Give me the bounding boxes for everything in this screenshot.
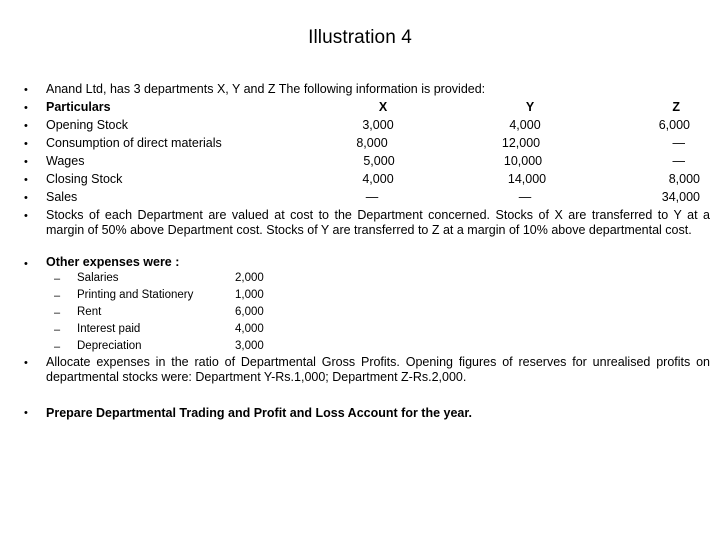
table-cell-x: — <box>365 190 379 204</box>
bullet-glyph: • <box>24 357 28 369</box>
stocks-note: Stocks of each Department are valued at cost to the Department concerned. Stocks of X are transferred to Y at a margin of 50% above Department cost. Stocks of Y are transferred to Z at a margin of 10% above departmental cost. <box>46 208 710 237</box>
dash-glyph: – <box>54 307 61 319</box>
expense-label: Printing and Stationery <box>77 289 194 301</box>
table-header-z: Z <box>672 100 680 114</box>
table-cell-x: 5,000 <box>363 154 395 168</box>
table-cell-z: — <box>672 154 685 168</box>
expense-value: 2,000 <box>235 272 264 284</box>
expense-label: Salaries <box>77 272 119 284</box>
dash-glyph: – <box>54 341 61 353</box>
bullet-glyph: • <box>24 407 28 419</box>
table-cell-z: 34,000 <box>661 190 700 204</box>
table-cell-x: 8,000 <box>356 136 388 150</box>
task-text: Prepare Departmental Trading and Profit and Loss Account for the year. <box>46 406 473 420</box>
bullet-glyph: • <box>24 174 28 186</box>
page-title: Illustration 4 <box>308 27 412 48</box>
other-expenses-heading: Other expenses were : <box>46 255 180 269</box>
bullet-glyph: • <box>24 210 28 222</box>
intro-text: Anand Ltd, has 3 departments X, Y and Z The following information is provided: <box>46 82 486 96</box>
table-row-label: Closing Stock <box>46 172 123 186</box>
table-cell-z: 6,000 <box>658 118 690 132</box>
expense-label: Interest paid <box>77 323 141 335</box>
expense-label: Rent <box>77 306 102 318</box>
bullet-glyph: • <box>24 102 28 114</box>
expense-value: 4,000 <box>235 323 264 335</box>
table-cell-z: 8,000 <box>668 172 700 186</box>
table-cell-x: 3,000 <box>362 118 394 132</box>
table-row-label: Sales <box>46 190 78 204</box>
expense-value: 3,000 <box>235 340 264 352</box>
table-header-particulars: Particulars <box>46 100 111 114</box>
table-cell-y: 10,000 <box>503 154 543 168</box>
allocation-note: Allocate expenses in the ratio of Departmental Gross Profits. Opening figures of reserves for unrealised profits on departmental stocks were: Department Y-Rs.1,000; Department Z-Rs.2,000. <box>46 355 710 384</box>
table-row-label: Consumption of direct materials <box>46 136 222 150</box>
table-cell-x: 4,000 <box>362 172 394 186</box>
expense-value: 1,000 <box>235 289 264 301</box>
table-row-label: Opening Stock <box>46 118 128 132</box>
bullet-glyph: • <box>24 84 28 96</box>
table-cell-y: 12,000 <box>501 136 541 150</box>
bullet-glyph: • <box>24 192 28 204</box>
table-header-x: X <box>378 100 388 114</box>
table-header-y: Y <box>525 100 535 114</box>
expense-value: 6,000 <box>235 306 264 318</box>
table-cell-y: 4,000 <box>509 118 541 132</box>
table-row-label: Wages <box>46 154 85 168</box>
table-cell-y: 14,000 <box>507 172 547 186</box>
table-cell-y: — <box>518 190 532 204</box>
bullet-glyph: • <box>24 138 28 150</box>
dash-glyph: – <box>54 324 61 336</box>
table-cell-z: — <box>672 136 685 150</box>
dash-glyph: – <box>54 290 61 302</box>
bullet-glyph: • <box>24 120 28 132</box>
expense-label: Depreciation <box>77 340 142 352</box>
bullet-glyph: • <box>24 258 28 270</box>
dash-glyph: – <box>54 273 61 285</box>
bullet-glyph: • <box>24 156 28 168</box>
